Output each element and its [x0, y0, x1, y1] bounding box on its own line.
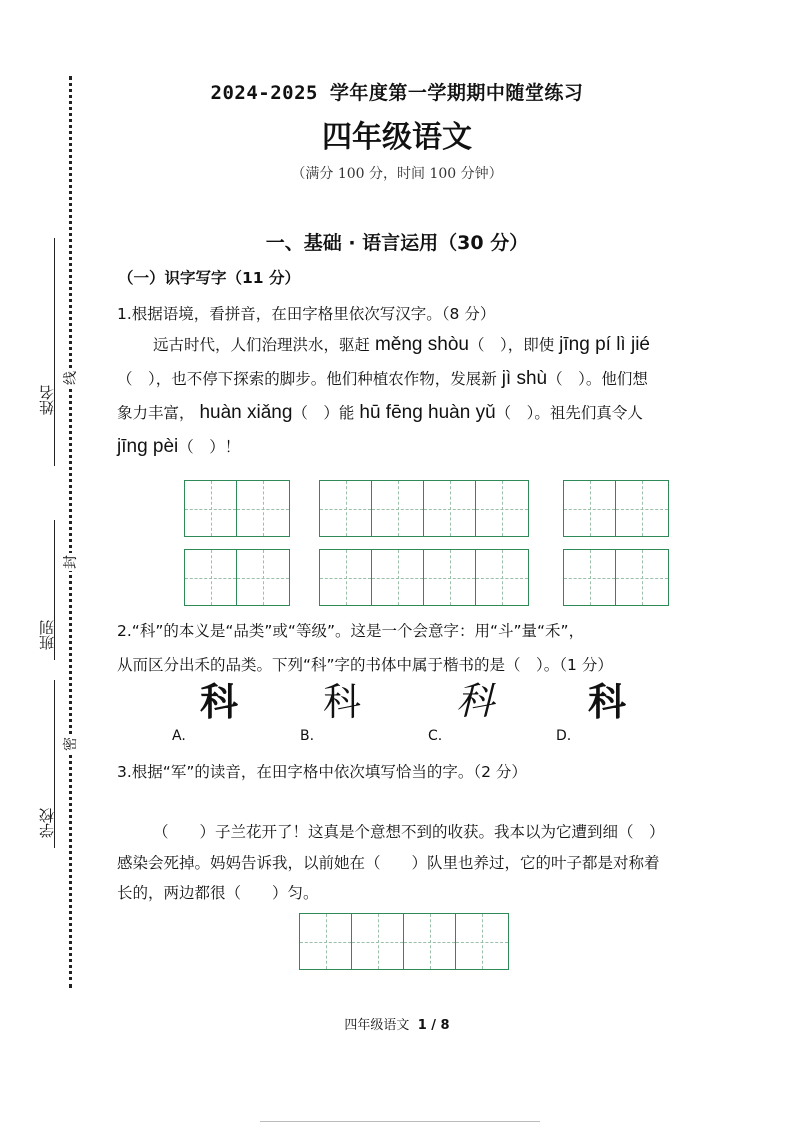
q3-line: （ ）子兰花开了！这真是个意想不到的收获。我本以为它遭到细（ ） — [153, 823, 665, 841]
binding-line-char: 线 — [60, 369, 80, 387]
class-blank-line — [54, 520, 55, 660]
pinyin: měng shòu — [374, 334, 469, 355]
grid-cell[interactable] — [564, 481, 616, 536]
grid-cell[interactable] — [476, 481, 528, 536]
writing-grid-2[interactable] — [184, 480, 290, 537]
grid-cell[interactable] — [616, 481, 668, 536]
writing-grid-2[interactable] — [563, 549, 669, 606]
q1-text: 象力丰富， — [117, 404, 195, 422]
grid-cell[interactable] — [564, 550, 616, 605]
grid-cell[interactable] — [185, 550, 237, 605]
bottom-rule — [260, 1121, 540, 1122]
q1-text: （ ）能 — [292, 404, 355, 422]
binding-secret-char: 密 — [60, 735, 80, 753]
grid-cell[interactable] — [185, 481, 237, 536]
grid-cell[interactable] — [456, 914, 508, 969]
exam-header: 2024-2025 学年度第一学期期中随堂练习 — [210, 82, 584, 104]
q1-text: （ ），即使 — [468, 336, 555, 354]
grid-cell[interactable] — [372, 550, 424, 605]
grid-cell[interactable] — [237, 550, 289, 605]
q3-line: 感染会死掉。妈妈告诉我，以前她在（ ）队里也养过，它的叶子都是对称着 — [117, 853, 660, 872]
q1-text: （ ）！ — [178, 438, 241, 456]
option-c-label[interactable]: C. — [428, 728, 443, 744]
name-label: 姓名 — [38, 385, 56, 415]
class-label: 班别 — [38, 620, 56, 650]
page-number: 1 / 8 — [417, 1018, 450, 1033]
grid-cell[interactable] — [237, 481, 289, 536]
grid-cell[interactable] — [424, 550, 476, 605]
option-b-glyph: 科 — [323, 680, 362, 724]
grid-cell[interactable] — [320, 550, 372, 605]
pinyin: jì shù — [501, 368, 548, 389]
grid-cell[interactable] — [616, 550, 668, 605]
writing-grid-4[interactable] — [299, 913, 509, 970]
grid-cell[interactable] — [424, 481, 476, 536]
page-footer — [0, 1014, 794, 1033]
q2-prompt-line: 从而区分出禾的品类。下列“科”字的书体中属于楷书的是（ ）。（1 分） — [117, 656, 613, 674]
q1-passage — [117, 328, 717, 464]
pinyin: huàn xiǎng — [199, 402, 293, 423]
school-label: 学校 — [38, 808, 56, 838]
subsection-title: （一）识字写字（11 分） — [118, 269, 300, 287]
grid-cell[interactable] — [300, 914, 352, 969]
pinyin: jīng pí lì jié — [559, 334, 650, 355]
grid-cell[interactable] — [372, 481, 424, 536]
q2-prompt — [117, 614, 717, 682]
writing-grid-2[interactable] — [184, 549, 290, 606]
exam-subtitle: （满分 100 分，时间 100 分钟） — [291, 166, 503, 182]
option-c-glyph: 科 — [456, 681, 495, 723]
q3-line: 长的，两边都很（ ）匀。 — [117, 884, 319, 902]
binding-dotted-line — [69, 76, 72, 988]
writing-grid-4[interactable] — [319, 549, 529, 606]
option-b-label[interactable]: B. — [300, 728, 315, 744]
q2-prompt-line: 2.“科”的本义是“品类”或“等级”。这是一个会意字：用“斗”量“禾”， — [117, 622, 585, 640]
grid-cell[interactable] — [352, 914, 404, 969]
q3-prompt: 3.根据“军”的读音，在田字格中依次填写恰当的字。（2 分） — [117, 763, 527, 781]
q1-text: （ ）。祖先们真令人 — [495, 404, 643, 422]
writing-grid-2[interactable] — [563, 480, 669, 537]
q1-text: （ ）。他们想 — [547, 370, 648, 388]
q1-text: 远古时代，人们治理洪水，驱赶 — [153, 336, 371, 354]
pinyin: jīng pèi — [117, 436, 179, 457]
grid-cell[interactable] — [404, 914, 456, 969]
grid-cell[interactable] — [320, 481, 372, 536]
option-a-glyph: 科 — [200, 680, 237, 724]
q3-passage — [117, 817, 717, 909]
q1-prompt: 1.根据语境，看拼音，在田字格里依次写汉字。（8 分） — [117, 305, 496, 323]
binding-seal-char: 封 — [60, 553, 80, 571]
footer-text: 四年级语文 — [344, 1018, 410, 1033]
exam-title: 四年级语文 — [322, 120, 472, 155]
option-d-label[interactable]: D. — [556, 728, 572, 744]
q1-text: （ ），也不停下探索的脚步。他们种植农作物，发展新 — [117, 370, 497, 388]
section-title: 一、基础 · 语言运用（30 分） — [265, 232, 529, 254]
school-blank-line — [54, 680, 55, 848]
writing-grid-4[interactable] — [319, 480, 529, 537]
grid-cell[interactable] — [476, 550, 528, 605]
option-d-glyph: 科 — [588, 680, 627, 724]
name-blank-line — [54, 238, 55, 466]
option-a-label[interactable]: A. — [172, 728, 186, 744]
pinyin: hū fēng huàn yǔ — [359, 402, 496, 423]
